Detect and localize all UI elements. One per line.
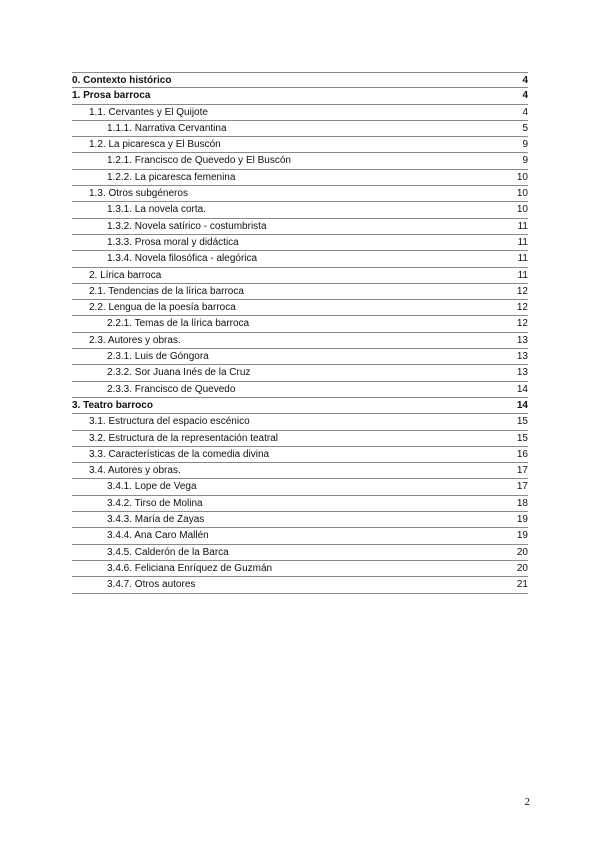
toc-entry-page: 11 (517, 253, 528, 265)
toc-entry-page: 13 (516, 367, 528, 379)
toc-entry-page: 16 (516, 448, 528, 460)
toc-entry[interactable] (72, 382, 528, 398)
toc-entry-title: 1.2. La picaresca y El Buscón (89, 139, 221, 151)
toc-entry-title: 1.3. Otros subgéneros (89, 188, 188, 200)
toc-entry-page: 19 (516, 514, 528, 526)
page-number: 2 (524, 796, 530, 808)
toc-entry-page: 10 (516, 171, 528, 183)
toc-entry-page: 11 (517, 220, 528, 232)
toc-entry[interactable] (72, 561, 528, 577)
toc-entry[interactable] (72, 365, 528, 381)
toc-entry-page: 5 (522, 122, 528, 134)
toc-entry-title: 2.3.1. Luis de Góngora (107, 351, 209, 363)
toc-entry-page: 18 (516, 497, 528, 509)
toc-entry-page: 17 (516, 465, 528, 477)
toc-entry-title: 3.4.7. Otros autores (107, 579, 196, 591)
toc-entry-title: 2.3. Autores y obras. (89, 334, 181, 346)
toc-entry-title: 2.2.1. Temas de la lírica barroca (107, 318, 250, 330)
toc-entry[interactable] (72, 528, 528, 544)
toc-entry[interactable] (72, 137, 528, 153)
toc-entry-page: 10 (516, 188, 528, 200)
toc-entry[interactable] (72, 431, 528, 447)
toc-entry-title: 2.1. Tendencias de la lírica barroca (89, 285, 244, 297)
toc-entry-title: 1. Prosa barroca (72, 90, 151, 102)
toc-entry-title: 3.4.2. Tirso de Molina (107, 497, 203, 509)
toc-entry-title: 1.3.4. Novela filosófica - alegórica (107, 253, 258, 265)
toc-entry[interactable] (72, 284, 528, 300)
toc-entry-title: 2. Lírica barroca (89, 269, 162, 281)
toc-entry[interactable] (72, 414, 528, 430)
toc-entry[interactable] (72, 268, 528, 284)
toc-entry-title: 0. Contexto histórico (72, 75, 172, 86)
toc-entry-title: 3.4. Autores y obras. (89, 465, 181, 477)
toc-entry[interactable] (72, 463, 528, 479)
toc-entry-page: 9 (522, 155, 528, 167)
toc-entry-page: 17 (516, 481, 528, 493)
toc-entry-page: 14 (516, 383, 528, 395)
toc-entry[interactable] (72, 170, 528, 186)
toc-entry-page: 11 (517, 269, 528, 281)
table-of-contents (72, 72, 528, 594)
toc-entry[interactable] (72, 202, 528, 218)
toc-entry[interactable] (72, 219, 528, 235)
toc-entry[interactable] (72, 121, 528, 137)
toc-entry-title: 1.3.2. Novela satírico - costumbrista (107, 220, 267, 232)
toc-entry-title: 2.2. Lengua de la poesía barroca (89, 302, 236, 314)
toc-entry[interactable] (72, 333, 528, 349)
toc-entry-title: 2.3.2. Sor Juana Inés de la Cruz (107, 367, 251, 379)
toc-entry[interactable] (72, 479, 528, 495)
toc-entry[interactable] (72, 235, 528, 251)
toc-entry-title: 3.4.4. Ana Caro Mallén (107, 530, 209, 542)
toc-entry[interactable] (72, 398, 528, 414)
toc-entry-title: 1.1. Cervantes y El Quijote (89, 106, 208, 118)
toc-entry-page: 15 (516, 432, 528, 444)
toc-entry[interactable] (72, 72, 528, 88)
toc-entry-page: 20 (516, 562, 528, 574)
toc-entry[interactable] (72, 496, 528, 512)
toc-entry[interactable] (72, 251, 528, 267)
toc-entry-title: 3.4.6. Feliciana Enríquez de Guzmán (107, 562, 273, 574)
toc-entry[interactable] (72, 545, 528, 561)
toc-entry-page: 11 (517, 236, 528, 248)
toc-entry-page: 12 (516, 285, 528, 297)
toc-entry[interactable] (72, 577, 528, 593)
toc-entry[interactable] (72, 153, 528, 169)
toc-entry[interactable] (72, 512, 528, 528)
toc-entry-page: 15 (516, 416, 528, 428)
toc-entry-title: 3.4.3. María de Zayas (107, 514, 205, 526)
toc-entry-page: 9 (522, 139, 528, 151)
toc-entry-page: 12 (516, 302, 528, 314)
toc-entry[interactable] (72, 105, 528, 121)
toc-entry-title: 3.4.1. Lope de Vega (107, 481, 197, 493)
toc-entry-page: 13 (516, 351, 528, 363)
toc-entry-page: 12 (516, 318, 528, 330)
toc-entry-title: 3. Teatro barroco (72, 399, 153, 411)
toc-entry[interactable] (72, 447, 528, 463)
toc-entry-page: 4 (522, 106, 528, 118)
toc-entry-page: 4 (522, 90, 528, 102)
toc-entry-page: 19 (516, 530, 528, 542)
toc-entry-title: 1.3.1. La novela corta. (107, 204, 206, 216)
toc-entry-page: 14 (516, 399, 528, 411)
toc-entry[interactable] (72, 300, 528, 316)
toc-entry-page: 21 (516, 579, 528, 591)
toc-entry-title: 3.3. Características de la comedia divina (89, 448, 270, 460)
toc-entry-title: 3.4.5. Calderón de la Barca (107, 546, 229, 558)
toc-entry-page: 13 (516, 334, 528, 346)
toc-entry-page: 10 (516, 204, 528, 216)
toc-entry[interactable] (72, 316, 528, 332)
toc-entry-page: 20 (516, 546, 528, 558)
toc-entry[interactable] (72, 186, 528, 202)
toc-entry[interactable] (72, 88, 528, 104)
toc-entry-title: 1.2.2. La picaresca femenina (107, 171, 236, 183)
toc-entry-title: 2.3.3. Francisco de Quevedo (107, 383, 236, 395)
toc-entry-title: 1.3.3. Prosa moral y didáctica (107, 236, 239, 248)
toc-entry-title: 1.1.1. Narrativa Cervantina (107, 122, 227, 134)
toc-entry-title: 1.2.1. Francisco de Quevedo y El Buscón (107, 155, 291, 167)
toc-entry[interactable] (72, 349, 528, 365)
toc-entry-page: 4 (522, 75, 528, 86)
toc-entry-title: 3.2. Estructura de la representación teatral (89, 432, 278, 444)
toc-entry-title: 3.1. Estructura del espacio escénico (89, 416, 250, 428)
